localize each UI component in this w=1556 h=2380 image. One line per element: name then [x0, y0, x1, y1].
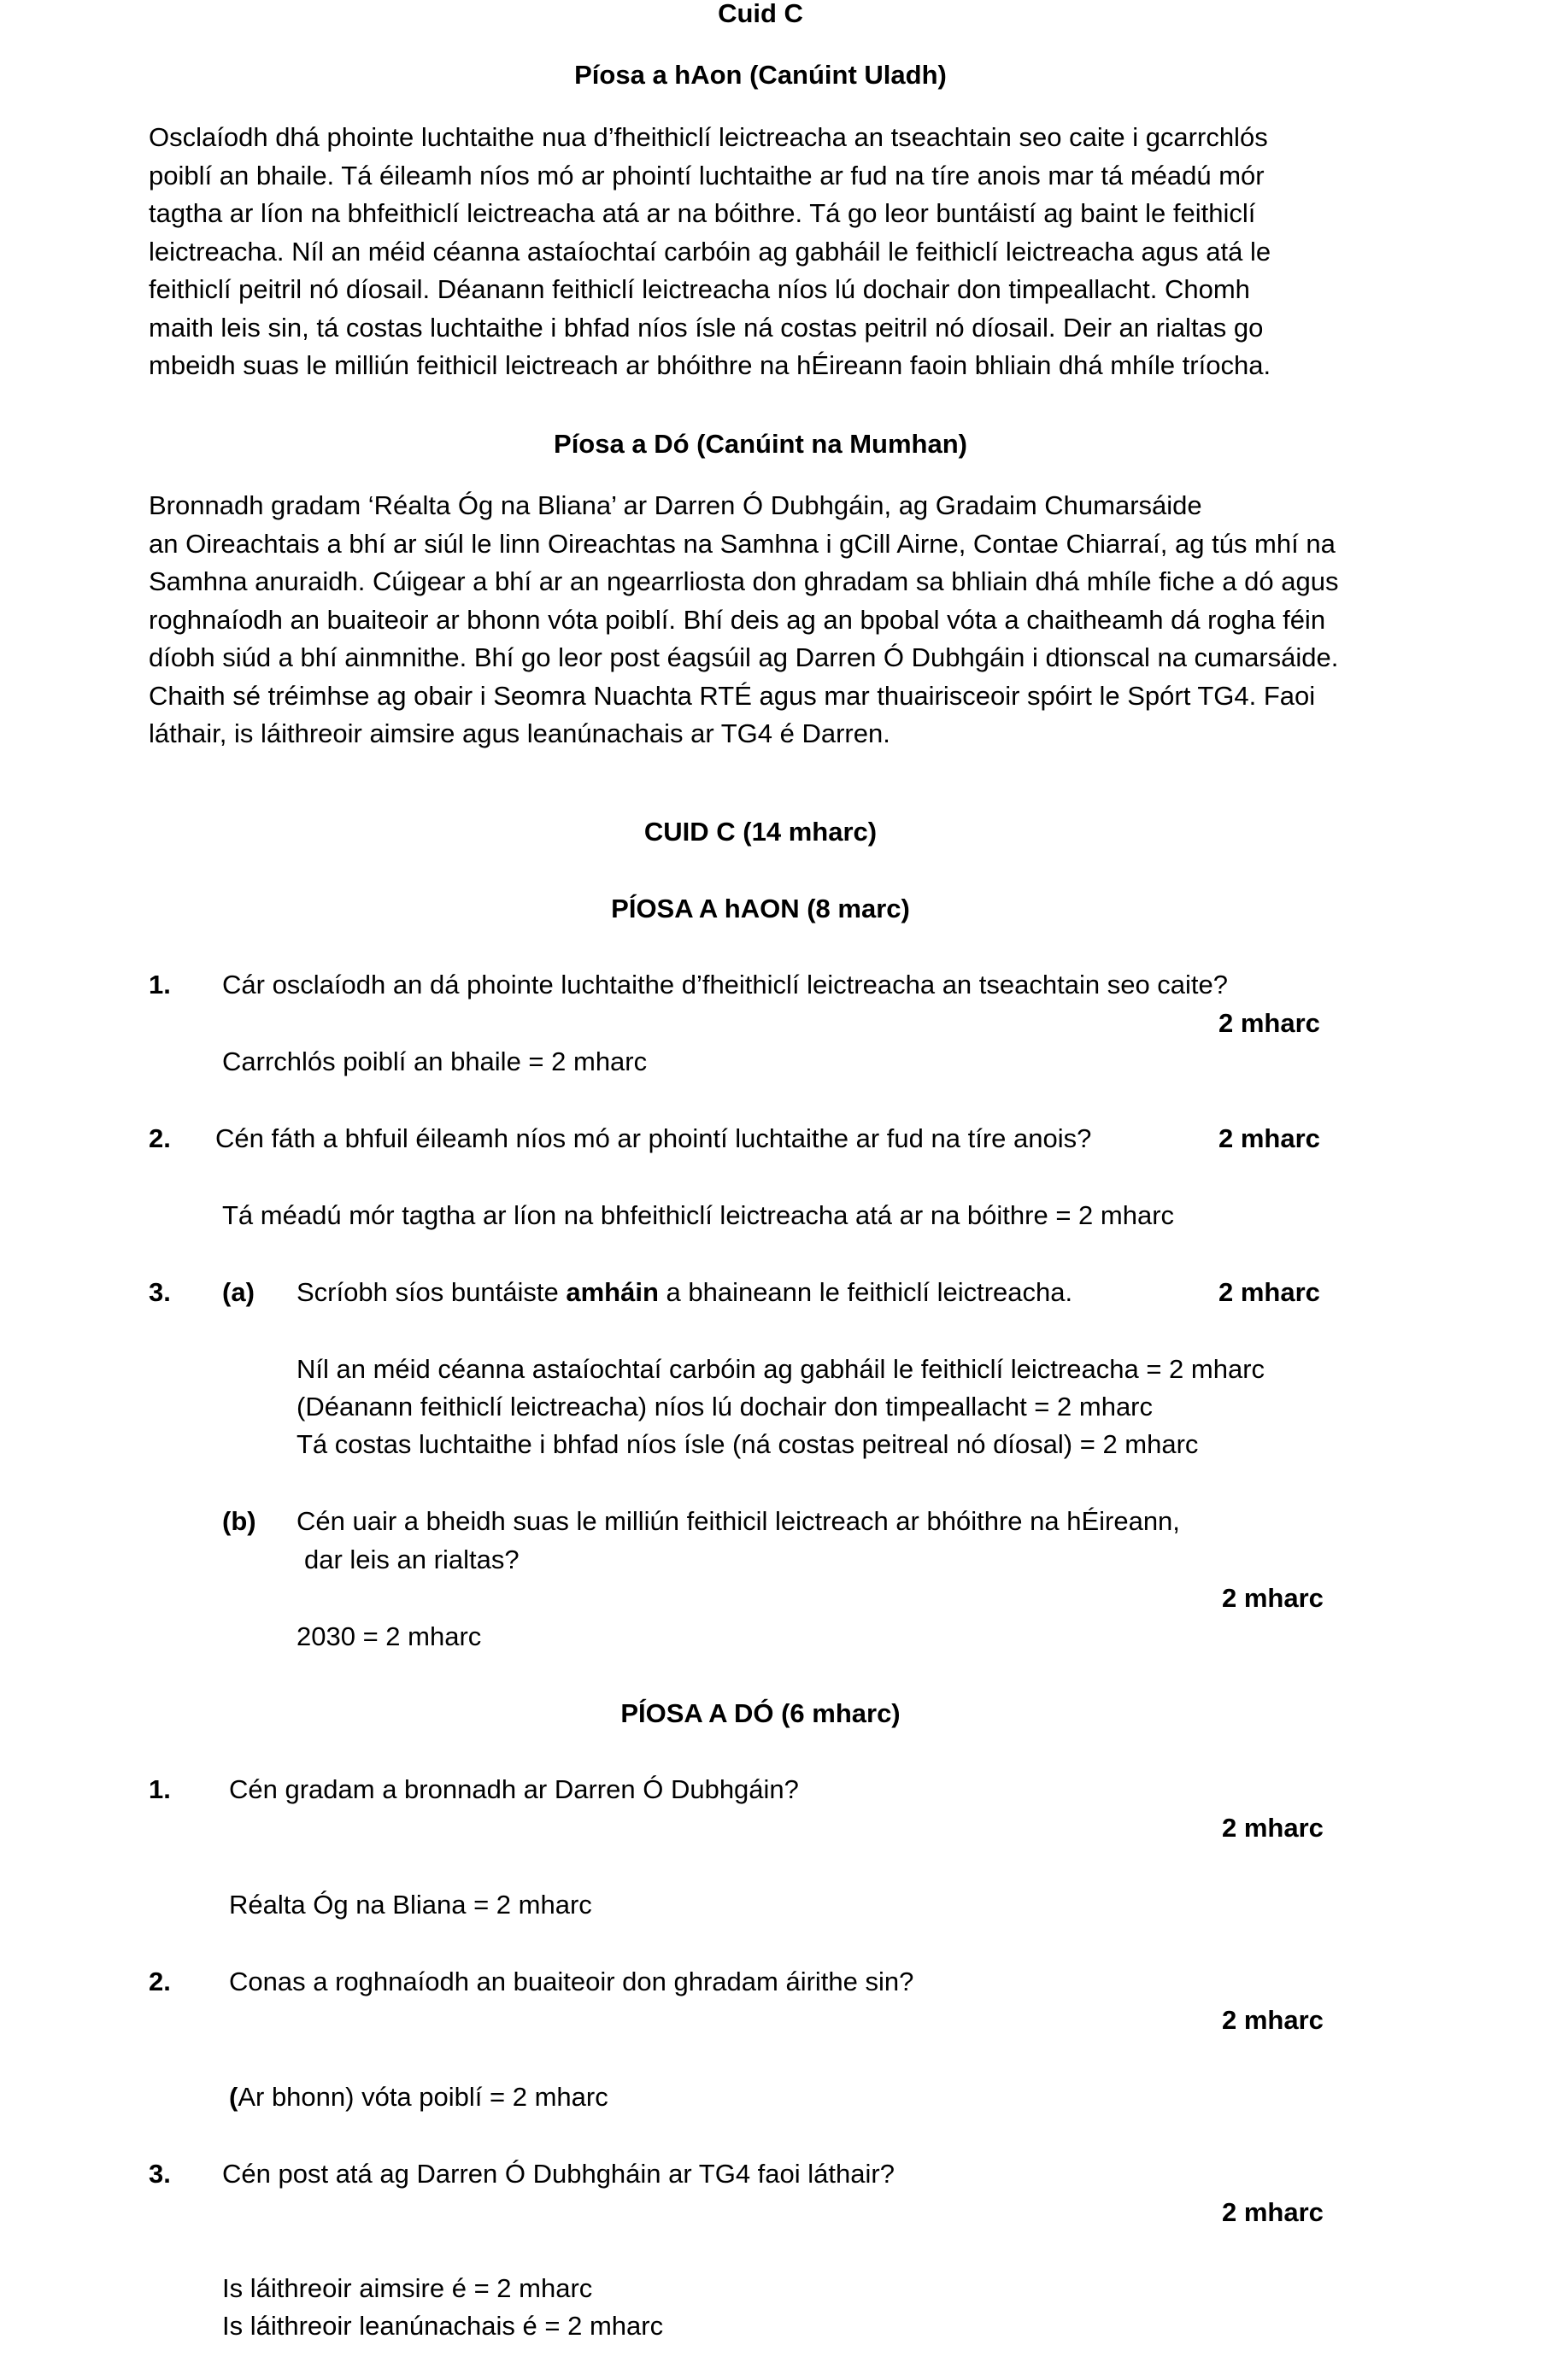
- piece2-line: Samhna anuraidh. Cúigear a bhí ar an ngearrliosta don ghradam sa bhliain dhá mhíle fiche a dó agus: [149, 566, 1339, 596]
- marks-label: 2 mharc: [1222, 1813, 1324, 1843]
- question-text: Conas a roghnaíodh an buaiteoir don ghradam áirithe sin?: [229, 1967, 914, 1996]
- question-text-part: a bhaineann le feithiclí leictreacha.: [658, 1277, 1073, 1307]
- piece1-line: Osclaíodh dhá phointe luchtaithe nua d’fheithiclí leictreacha an tseachtain seo caite i gcarrchlós: [149, 122, 1268, 152]
- piece1-line: poiblí an bhaile. Tá éileamh níos mó ar phointí luchtaithe ar fud na tíre anois mar tá méadú mór: [149, 160, 1265, 191]
- question-number: 1.: [149, 1774, 171, 1804]
- piece2-line: an Oireachtais a bhí ar siúl le linn Oireachtas na Samhna i gCill Airne, Contae Chiarraí, ag tús mhí na: [149, 528, 1336, 559]
- answer-text: Tá méadú mór tagtha ar líon na bhfeithiclí leictreacha atá ar na bóithre = 2 mharc: [222, 1200, 1175, 1230]
- marks-label: 2 mharc: [1218, 1008, 1320, 1038]
- question-emphasis: amháin: [566, 1277, 659, 1307]
- question-text-part: Scríobh síos buntáiste: [297, 1277, 567, 1307]
- piece1-line: maith leis sin, tá costas luchtaithe i bhfad níos ísle ná costas peitril nó díosail. Deir an rialtas go: [149, 312, 1264, 343]
- piece1-line: tagtha ar líon na bhfeithiclí leictreacha atá ar na bóithre. Tá go leor buntáistí ag baint le feithiclí: [149, 198, 1256, 228]
- question-number: 1.: [149, 970, 171, 999]
- answer-text: Tá costas luchtaithe i bhfad níos ísle (ná costas peitreal nó díosal) = 2 mharc: [297, 1429, 1199, 1459]
- answer-text: Is láithreoir leanúnachais é = 2 mharc: [222, 2311, 664, 2341]
- piece2-line: Chaith sé tréimhse ag obair i Seomra Nuachta RTÉ agus mar thuairisceoir spóirt le Spórt TG4. Faoi: [149, 680, 1316, 711]
- answer-text-part: Ar bhonn) vóta poiblí = 2 mharc: [238, 2082, 608, 2112]
- answer-text: Níl an méid céanna astaíochtaí carbóin ag gabháil le feithiclí leictreacha = 2 mharc: [297, 1354, 1265, 1384]
- marks-label: 2 mharc: [1222, 2005, 1324, 2035]
- piece1-text: [149, 119, 1430, 385]
- piece1-line: mbeidh suas le milliún feithicil leictreach ar bhóithre na hÉireann faoin bhliain dhá mhíle tríocha.: [149, 350, 1271, 380]
- piece1-heading: Píosa a hAon (Canúint Uladh): [574, 60, 947, 90]
- answer-text: Carrchlós poiblí an bhaile = 2 mharc: [222, 1046, 648, 1076]
- question-text: [297, 1274, 1072, 1312]
- subquestion-label: (a): [222, 1277, 255, 1307]
- piece2-line: díobh siúd a bhí ainmnithe. Bhí go leor post éagsúil ag Darren Ó Dubhgáin i dtionscal na cumarsáide.: [149, 642, 1339, 672]
- answer-bold-part: (: [229, 2082, 238, 2112]
- question-text: Cén gradam a bronnadh ar Darren Ó Dubhgáin?: [229, 1774, 799, 1804]
- question-text: Cár osclaíodh an dá phointe luchtaithe d’fheithiclí leictreacha an tseachtain seo caite?: [222, 970, 1229, 999]
- answer-text: Is láithreoir aimsire é = 2 mharc: [222, 2273, 593, 2303]
- piece2-line: Bronnadh gradam ‘Réalta Óg na Bliana’ ar Darren Ó Dubhgáin, ag Gradaim Chumarsáide: [149, 490, 1202, 520]
- section-title: Cuid C: [718, 0, 803, 28]
- marks-label: 2 mharc: [1218, 1277, 1320, 1307]
- answer-text: [229, 2078, 608, 2117]
- question-text: dar leis an rialtas?: [304, 1545, 520, 1574]
- marking-title: CUID C (14 mharc): [643, 817, 878, 847]
- question-number: 3.: [149, 1277, 171, 1307]
- answer-text: (Déanann feithiclí leictreacha) níos lú dochair don timpeallacht = 2 mharc: [297, 1392, 1154, 1422]
- question-text: Cén post atá ag Darren Ó Dubhgháin ar TG4 faoi láthair?: [222, 2159, 895, 2189]
- subquestion-label: (b): [222, 1506, 256, 1536]
- question-number: 3.: [149, 2159, 171, 2189]
- marks-label: 2 mharc: [1222, 1583, 1324, 1613]
- question-text: Cén uair a bheidh suas le milliún feithicil leictreach ar bhóithre na hÉireann,: [297, 1506, 1180, 1536]
- piece2-line: láthair, is láithreoir aimsire agus leanúnachais ar TG4 é Darren.: [149, 718, 890, 748]
- question-number: 2.: [149, 1123, 171, 1153]
- piece1-line: feithiclí peitril nó díosail. Déanann feithiclí leictreacha níos lú dochair don timpeallacht. Chomh: [149, 274, 1250, 304]
- question-number: 2.: [149, 1967, 171, 1996]
- marks-label: 2 mharc: [1222, 2197, 1324, 2227]
- answer-text: Réalta Óg na Bliana = 2 mharc: [229, 1890, 592, 1920]
- marks-label: 2 mharc: [1218, 1123, 1320, 1153]
- piece1-line: leictreacha. Níl an méid céanna astaíochtaí carbóin ag gabháil le feithiclí leictreacha agus atá le: [149, 236, 1271, 267]
- answer-text: 2030 = 2 mharc: [297, 1621, 482, 1651]
- piece2-line: roghnaíodh an buaiteoir ar bhonn vóta poiblí. Bhí deis ag an bpobal vóta a chaitheamh dá rogha féin: [149, 604, 1326, 635]
- piece2-text: [149, 487, 1430, 753]
- marking-piece2-title: PÍOSA A DÓ (6 mharc): [620, 1698, 901, 1728]
- question-text: Cén fáth a bhfuil éileamh níos mó ar phointí luchtaithe ar fud na tíre anois?: [215, 1123, 1092, 1153]
- piece2-heading: Píosa a Dó (Canúint na Mumhan): [554, 429, 967, 459]
- marking-piece1-title: PÍOSA A hAON (8 marc): [611, 894, 910, 923]
